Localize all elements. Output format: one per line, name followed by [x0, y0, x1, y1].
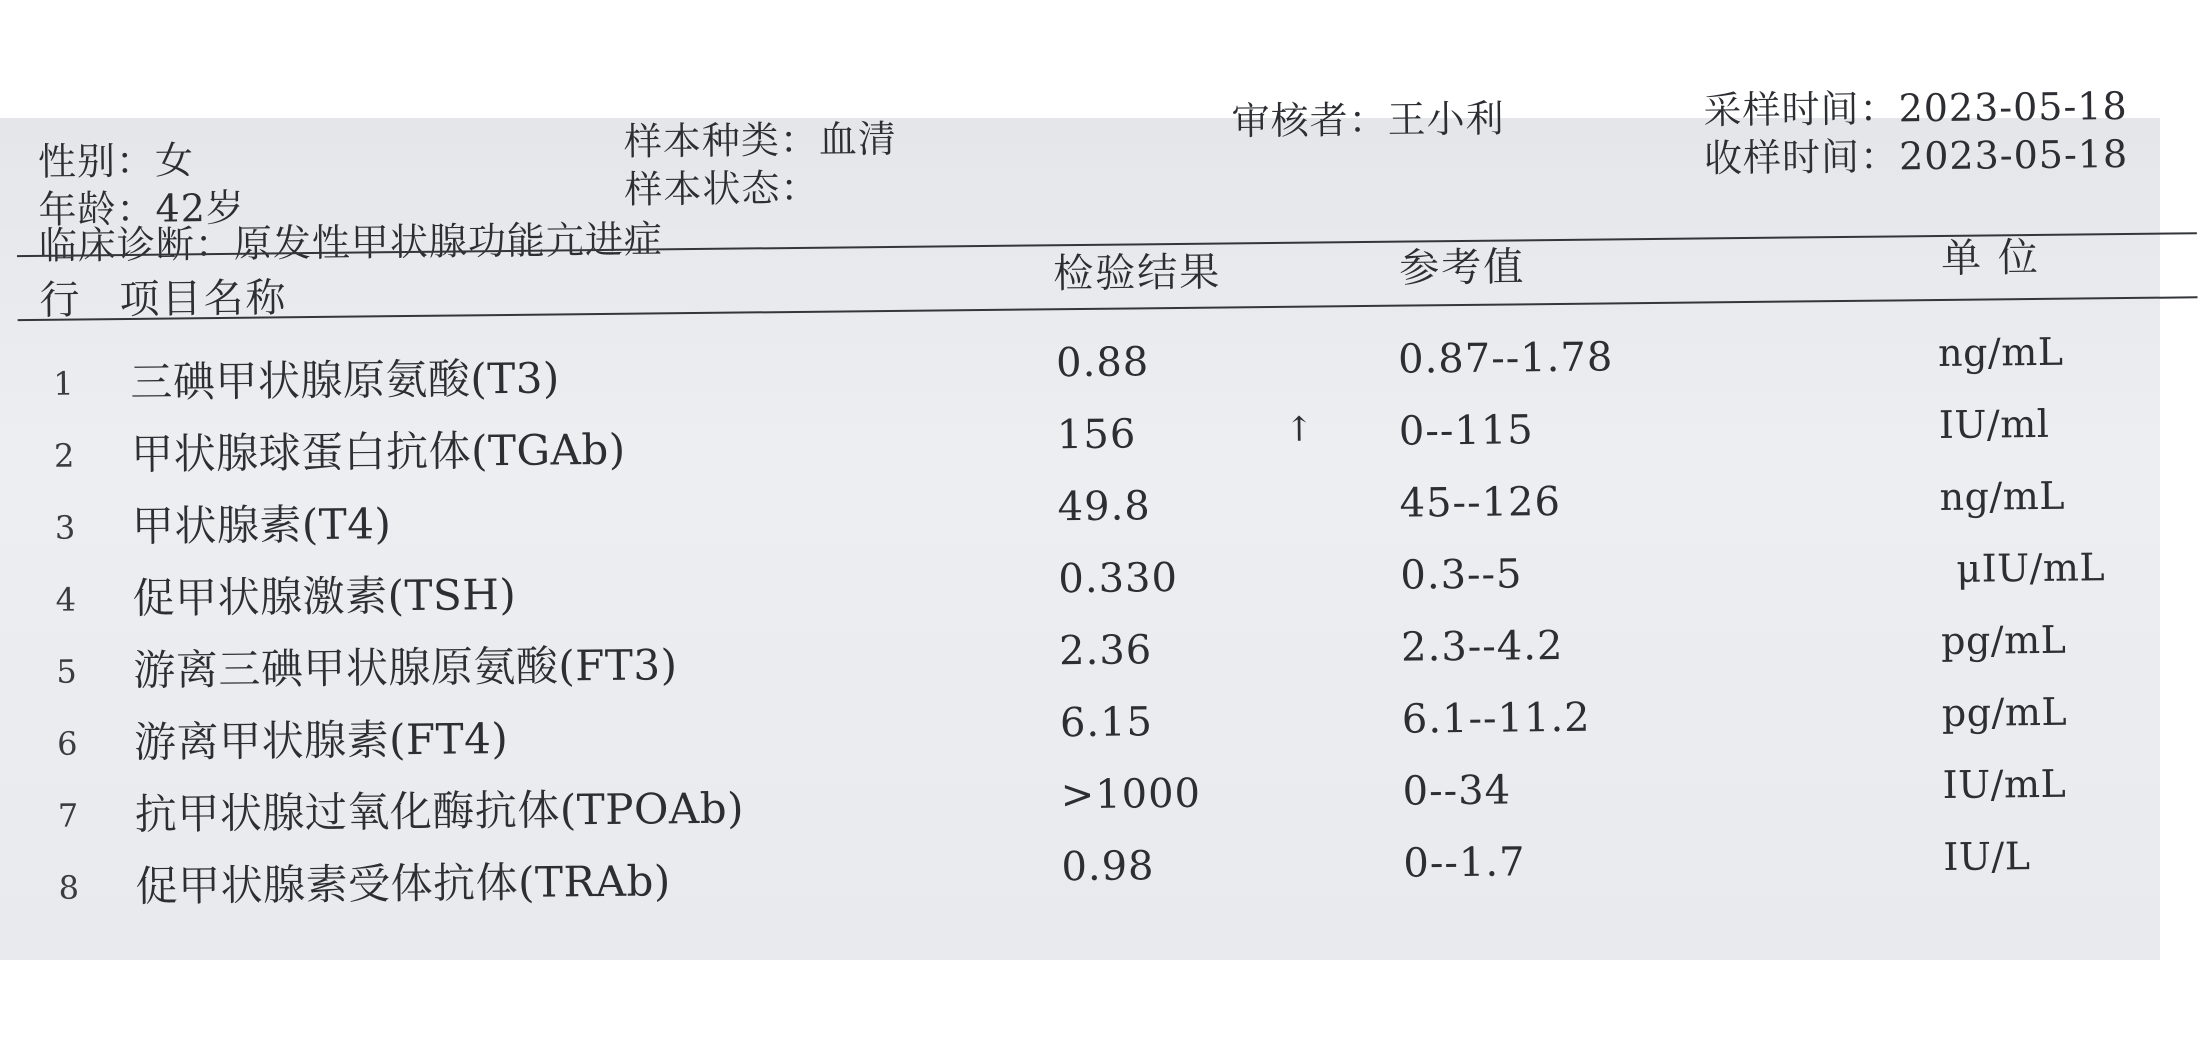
gender-value: 女	[154, 138, 195, 183]
sample-type-value: 血清	[818, 116, 898, 162]
unit: ng/mL	[1937, 329, 2064, 376]
receive-time-value: 2023-05-18	[1898, 132, 2129, 179]
sample-type-label: 样本种类：	[623, 117, 820, 164]
item-name: 游离三碘甲状腺原氨酸(FT3)	[133, 640, 678, 695]
item-name: 促甲状腺激素(TSH)	[132, 569, 517, 623]
row-number: 8	[58, 868, 80, 907]
lab-report-photo	[0, 84, 2160, 960]
reference-range: 0--115	[1398, 407, 1534, 455]
table-header-rule	[18, 296, 2198, 321]
item-name: 甲状腺素(T4)	[131, 499, 392, 551]
result-value: 156	[1056, 411, 1137, 459]
unit: IU/mL	[1942, 761, 2067, 807]
gender-label: 性别：	[37, 138, 156, 184]
diagnosis-label: 临床诊断：	[38, 221, 235, 268]
sample-status-label: 样本状态：	[624, 165, 820, 212]
column-header-name: 项目名称	[119, 275, 288, 324]
item-name: 抗甲状腺过氧化酶抗体(TPOAb)	[134, 783, 745, 839]
reviewer-field	[1231, 88, 1505, 146]
collect-time-label: 采样时间：	[1703, 86, 1899, 133]
result-value: 49.8	[1057, 483, 1151, 531]
result-value: 0.98	[1061, 843, 1155, 891]
reference-range: 0--34	[1402, 767, 1512, 815]
reference-range: 0.3--5	[1400, 551, 1523, 599]
unit: IU/ml	[1938, 401, 2050, 447]
receive-time-field	[1704, 123, 2129, 182]
reference-range: 2.3--4.2	[1400, 622, 1564, 671]
collect-time-value: 2023-05-18	[1898, 84, 2128, 131]
result-value: 0.330	[1058, 554, 1179, 603]
item-name: 游离甲状腺素(FT4)	[133, 713, 509, 767]
unit: ng/mL	[1939, 473, 2066, 519]
row-number: 5	[56, 652, 77, 691]
reference-range: 0.87--1.78	[1397, 334, 1614, 383]
item-name: 三碘甲状腺原氨酸(T3)	[130, 353, 561, 407]
column-header-unit: 单 位	[1940, 234, 2041, 282]
item-name: 促甲状腺素受体抗体(TRAb)	[135, 856, 671, 911]
unit: pg/mL	[1941, 689, 2068, 735]
sample-status-field	[624, 157, 820, 214]
diagnosis-field	[39, 208, 664, 270]
column-header-row-no: 行	[39, 277, 82, 324]
result-value: >1000	[1060, 770, 1202, 819]
row-number: 6	[56, 724, 78, 763]
row-number: 4	[55, 580, 77, 619]
reviewer-label: 审核者：	[1231, 97, 1388, 144]
unit: μIU/mL	[1956, 545, 2106, 591]
lab-report-sheet	[0, 84, 2164, 972]
table-row	[0, 329, 2158, 412]
result-value: 6.15	[1059, 699, 1154, 747]
reference-range: 45--126	[1399, 478, 1562, 527]
result-value: 0.88	[1055, 339, 1150, 387]
unit: pg/mL	[1940, 617, 2067, 663]
row-number: 1	[53, 364, 74, 403]
table-row	[3, 833, 2164, 916]
table-row	[0, 473, 2160, 556]
reference-range: 6.1--11.2	[1401, 694, 1591, 743]
reviewer-value: 王小利	[1387, 96, 1505, 142]
table-row	[0, 401, 2159, 484]
column-header-result: 检验结果	[1052, 249, 1222, 298]
receive-time-label: 收样时间：	[1703, 134, 1900, 181]
reference-range: 0--1.7	[1403, 839, 1526, 887]
column-header-reference: 参考值	[1398, 244, 1526, 292]
table-row	[2, 761, 2163, 844]
item-name: 甲状腺球蛋白抗体(TGAb)	[130, 424, 626, 479]
age-value: 42岁	[155, 185, 246, 231]
table-row	[1, 617, 2162, 700]
table-row	[0, 545, 2161, 628]
row-number: 7	[57, 796, 79, 835]
abnormal-flag: ↑	[1284, 409, 1314, 450]
unit: IU/L	[1943, 834, 2031, 879]
result-value: 2.36	[1058, 627, 1153, 675]
table-row	[2, 689, 2163, 772]
age-label: 年龄：	[38, 186, 156, 232]
row-number: 2	[53, 436, 75, 475]
diagnosis-value: 原发性甲状腺功能亢进症	[233, 217, 664, 266]
row-number: 3	[54, 508, 76, 547]
